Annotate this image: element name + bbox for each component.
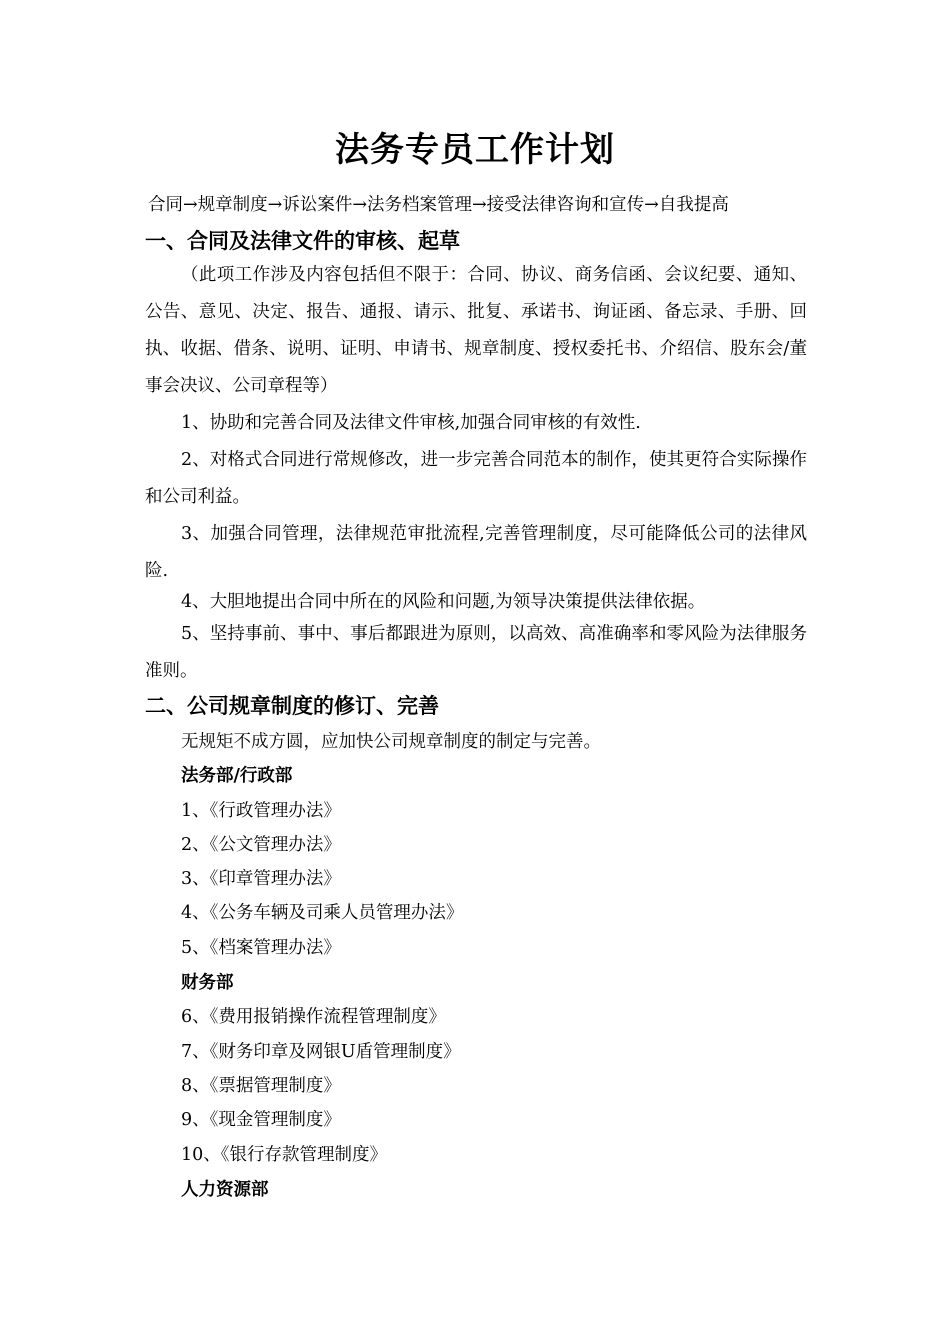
section1-item: 5、坚持事前、事中、事后都跟进为原则，以高效、高准确率和零风险为法律服务准则。 bbox=[145, 624, 807, 681]
section1-item: 2、对格式合同进行常规修改，进一步完善合同范本的制作，使其更符合实际操作和公司利益。 bbox=[145, 450, 807, 507]
dept-heading: 法务部/行政部 bbox=[181, 766, 293, 786]
document-title: 法务专员工作计划 bbox=[335, 130, 615, 170]
section1-item: 1、协助和完善合同及法律文件审核,加强合同审核的有效性. bbox=[181, 413, 641, 433]
dept-heading: 财务部 bbox=[181, 973, 234, 993]
section1-item: 4、大胆地提出合同中所在的风险和问题,为领导决策提供法律依据。 bbox=[181, 592, 706, 612]
regulation-item: 5、《档案管理办法》 bbox=[181, 938, 341, 958]
regulation-item: 2、《公文管理办法》 bbox=[181, 835, 341, 855]
regulation-item: 7、《财务印章及网银U盾管理制度》 bbox=[181, 1042, 461, 1062]
regulation-item: 10、《银行存款管理制度》 bbox=[181, 1145, 388, 1165]
section2-heading: 二、公司规章制度的修订、完善 bbox=[145, 693, 439, 718]
regulation-item: 3、《印章管理办法》 bbox=[181, 869, 341, 889]
dept-heading: 人力资源部 bbox=[181, 1180, 269, 1200]
regulation-item: 1、《行政管理办法》 bbox=[181, 801, 341, 821]
regulation-item: 8、《票据管理制度》 bbox=[181, 1076, 341, 1096]
regulation-item: 9、《现金管理制度》 bbox=[181, 1110, 341, 1130]
workflow-line: 合同→规章制度→诉讼案件→法务档案管理→接受法律咨询和宣传→自我提高 bbox=[148, 195, 729, 215]
regulation-item: 4、《公务车辆及司乘人员管理办法》 bbox=[181, 903, 464, 923]
section1-scope: （此项工作涉及内容包括但不限于：合同、协议、商务信函、会议纪要、通知、公告、意见、决定、报告、通报、请示、批复、承诺书、询证函、备忘录、手册、回执、收据、借条、说明、证明、申请书、规章制度、授权委托书、介绍信、股东会/董事会决议、公司章程等） bbox=[145, 265, 807, 396]
regulation-item: 6、《费用报销操作流程管理制度》 bbox=[181, 1007, 446, 1027]
section2-intro: 无规矩不成方圆，应加快公司规章制度的制定与完善。 bbox=[181, 732, 601, 752]
section1-heading: 一、合同及法律文件的审核、起草 bbox=[145, 228, 460, 253]
section1-item: 3、加强合同管理，法律规范审批流程,完善管理制度，尽可能降低公司的法律风险. bbox=[145, 524, 807, 581]
